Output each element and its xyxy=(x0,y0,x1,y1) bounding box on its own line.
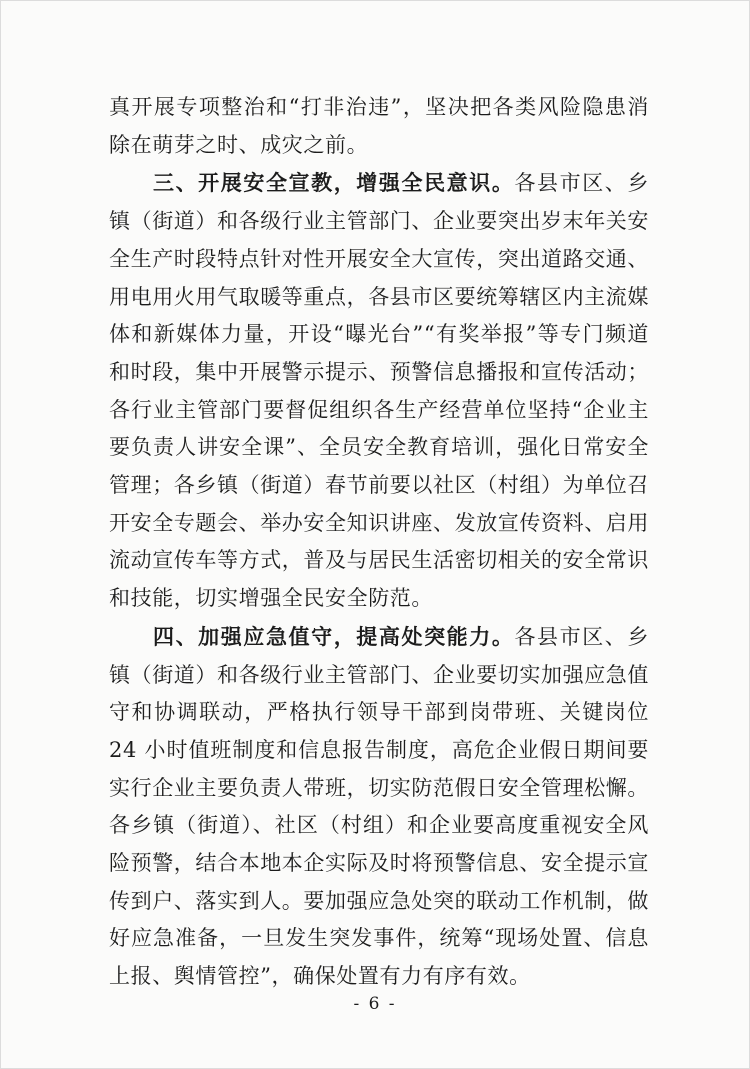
paragraph-continuation xyxy=(109,89,649,164)
paragraph-text: 真开展专项整治和“打非治违”，坚决把各类风险隐患消除在萌芽之时、成灾之前。 xyxy=(109,95,649,157)
section-heading: 四、加强应急值守，提高处突能力。 xyxy=(153,623,515,649)
paragraph-section-three xyxy=(109,164,649,617)
page-number: - 6 - xyxy=(353,994,397,1014)
paragraph-text: 各县市区、乡镇（街道）和各级行业主管部门、企业要突出岁末年关安全生产时段特点针对性开展安全大宣传，突出道路交通、用电用火用气取暖等重点，各县市区要统筹辖区内主流媒体和新媒体力量，开设“曝光台”“有奖举报”等专门频道和时段，集中开展警示提示、预警信息播报和宣传活动；各行业主管部门要督促组织各生产经营单位坚持“企业主要负责人讲安全课”、全员安全教育培训，强化日常安全管理；各乡镇（街道）春节前要以社区（村组）为单位召开安全专题会、举办安全知识讲座、发放宣传资料、启用流动宣传车等方式，普及与居民生活密切相关的安全常识和技能，切实增强全民安全防范。 xyxy=(109,171,649,611)
document-body xyxy=(109,89,649,996)
section-heading: 三、开展安全宣教，增强全民意识。 xyxy=(153,170,515,196)
paragraph-text: 各县市区、乡镇（街道）和各级行业主管部门、企业要切实加强应急值守和协调联动，严格执行领导干部到岗带班、关键岗位 24 小时值班制度和信息报告制度，高危企业假日期间要实行企业主要负责人带班，切实防范假日安全管理松懈。各乡镇（街道）、社区（村组）和企业要高度重视安全风险预警，结合本地本企实际及时将预警信息、安全提示宣传到户、落实到人。要加强应急处突的联动工作机制，做好应急准备，一旦发生突发事件，统筹“现场处置、信息上报、舆情管控”，确保处置有力有序有效。 xyxy=(109,624,649,989)
paragraph-section-four xyxy=(109,618,649,996)
